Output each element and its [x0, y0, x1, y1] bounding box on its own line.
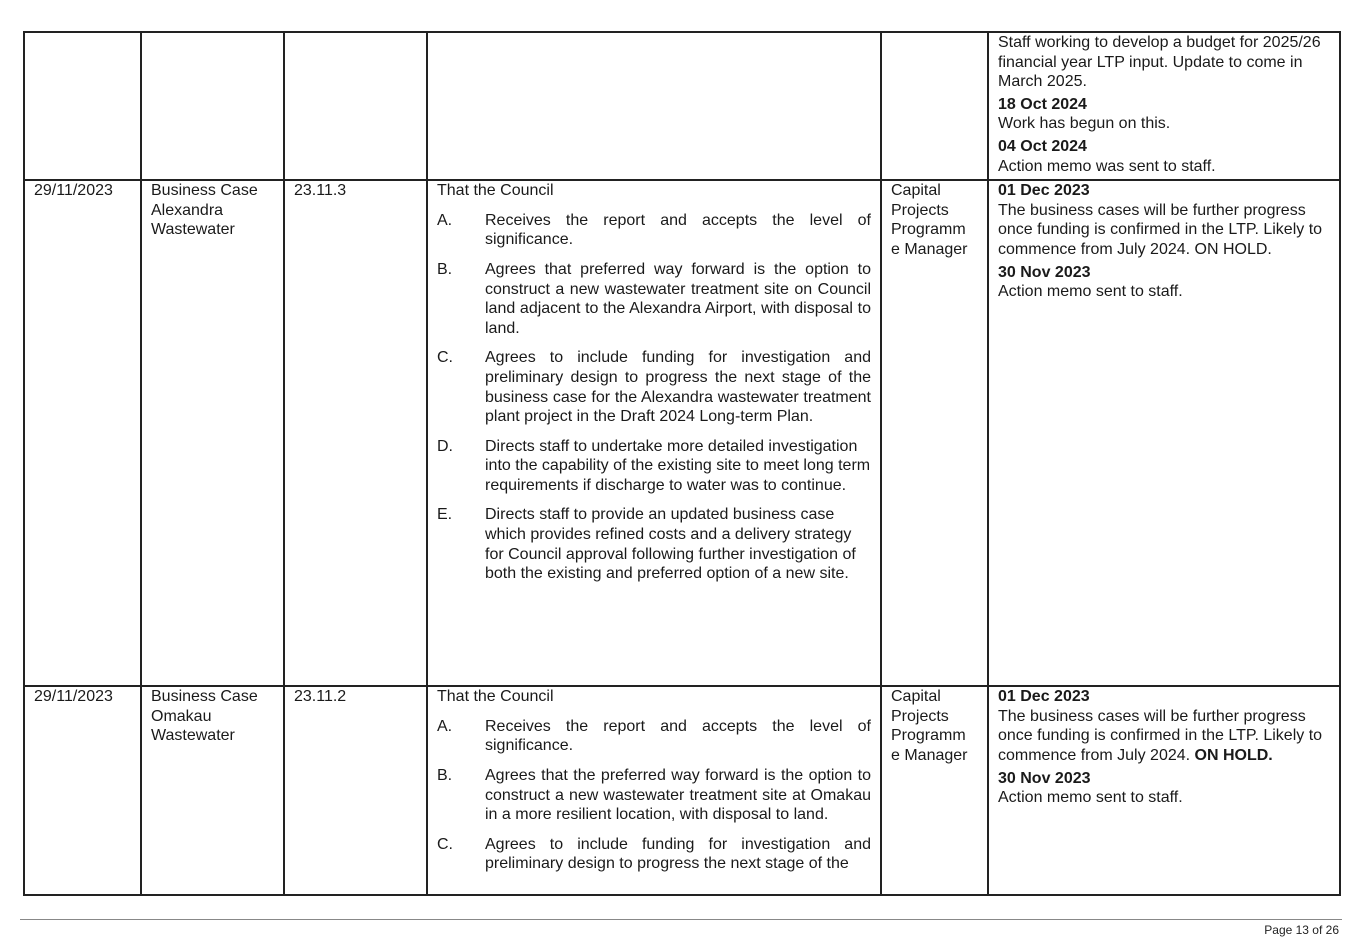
update-entry [998, 95, 1330, 134]
resolution-clip [437, 687, 871, 891]
resolution-item [437, 348, 871, 426]
resolution-item [437, 437, 871, 496]
update-text: Work has begun on this. [998, 115, 1171, 133]
progress-updates-cell [988, 32, 1340, 180]
resolution-text: Directs staff to undertake more detailed investigation into the capability of the existing site to meet long term requirements if discharge to water was to continue. [485, 437, 871, 494]
update-date: 01 Dec 2023 [998, 182, 1090, 200]
resolution-list [437, 717, 871, 874]
meeting-date-cell: 29/11/2023 [24, 686, 141, 895]
update-entry [998, 687, 1330, 765]
resolution-text: Agrees to include funding for investigation and preliminary design to progress the next stage of the business case for the Alexandra wastewater treatment plant project in the Draft 2024 Long-term Plan. [485, 349, 871, 426]
progress-updates-cell [988, 686, 1340, 895]
progress-updates-cell [988, 180, 1340, 686]
officer-cell: Capital Projects Programm e Manager [881, 686, 988, 895]
resolution-text: Directs staff to provide an updated business case which provides refined costs and a delivery strategy for Council approval following further investigation of both the existing and preferred option of a new site. [485, 506, 856, 583]
update-text: Action memo was sent to staff. [998, 157, 1216, 175]
officer-cell: Capital Projects Programm e Manager [881, 180, 988, 686]
item-cell [141, 32, 284, 180]
update-entry [998, 33, 1330, 92]
update-entry [998, 769, 1330, 808]
resolution-text: Receives the report and accepts the level of significance. [485, 211, 871, 249]
update-entry [998, 181, 1330, 259]
resolution-letter: B. [437, 766, 453, 784]
update-text: Staff working to develop a budget for 2025/26 financial year LTP input. Update to come in March 2025. [998, 34, 1321, 91]
footer-divider [20, 919, 1342, 920]
table-row [24, 686, 1340, 895]
update-date: 30 Nov 2023 [998, 263, 1091, 281]
resolution-letter: C. [437, 349, 453, 367]
update-text: Action memo sent to staff. [998, 283, 1183, 301]
update-text: The business cases will be further progress once funding is confirmed in the LTP. Likely to commence from July 2024. ON HOLD. [998, 201, 1323, 258]
resolution-list [437, 211, 871, 584]
resolution-action-table [23, 31, 1341, 896]
update-date: 04 Oct 2024 [998, 137, 1087, 155]
resolution-letter: E. [437, 506, 453, 524]
resolution-text: Agrees that preferred way forward is the option to construct a new wastewater treatment site on Council land adjacent to the Alexandra Airport, with disposal to land. [485, 260, 871, 337]
resolution-letter: D. [437, 437, 453, 455]
item-cell: Business Case Omakau Wastewater [141, 686, 284, 895]
table-row [24, 180, 1340, 686]
table-row [24, 32, 1340, 180]
update-text: The business cases will be further progress once funding is confirmed in the LTP. Likely to commence from July 2024. [998, 707, 1323, 764]
resolution-ref-cell: 23.11.2 [284, 686, 427, 895]
resolution-letter: C. [437, 835, 453, 853]
status-on-hold: ON HOLD. [1194, 746, 1273, 764]
resolution-cell [427, 686, 881, 895]
update-date: 01 Dec 2023 [998, 688, 1090, 706]
resolution-intro: That the Council [437, 688, 554, 706]
resolution-item [437, 260, 871, 338]
resolution-intro: That the Council [437, 182, 554, 200]
update-text: Action memo sent to staff. [998, 789, 1183, 807]
update-entry [998, 263, 1330, 302]
resolution-letter: B. [437, 260, 453, 278]
resolution-item [437, 766, 871, 825]
resolution-item [437, 835, 871, 874]
resolution-text: Receives the report and accepts the level of significance. [485, 717, 871, 755]
meeting-date-cell [24, 32, 141, 180]
resolution-cell [427, 180, 881, 686]
resolution-item [437, 505, 871, 583]
resolution-item [437, 717, 871, 756]
resolution-cell [427, 32, 881, 180]
resolution-text: Agrees to include funding for investigation and preliminary design to progress the next stage of the [485, 835, 871, 873]
resolution-ref-cell: 23.11.3 [284, 180, 427, 686]
meeting-date-cell: 29/11/2023 [24, 180, 141, 686]
resolution-letter: A. [437, 211, 453, 229]
page-number: Page 13 of 26 [1264, 923, 1339, 937]
resolution-text: Agrees that the preferred way forward is the option to construct a new wastewater treatment site at Omakau in a more resilient location, with disposal to land. [485, 766, 871, 824]
update-date: 18 Oct 2024 [998, 95, 1087, 113]
update-entry [998, 137, 1330, 176]
update-date: 30 Nov 2023 [998, 769, 1091, 787]
officer-cell [881, 32, 988, 180]
resolution-ref-cell [284, 32, 427, 180]
resolution-item [437, 211, 871, 250]
item-cell: Business Case Alexandra Wastewater [141, 180, 284, 686]
resolution-letter: A. [437, 717, 453, 735]
